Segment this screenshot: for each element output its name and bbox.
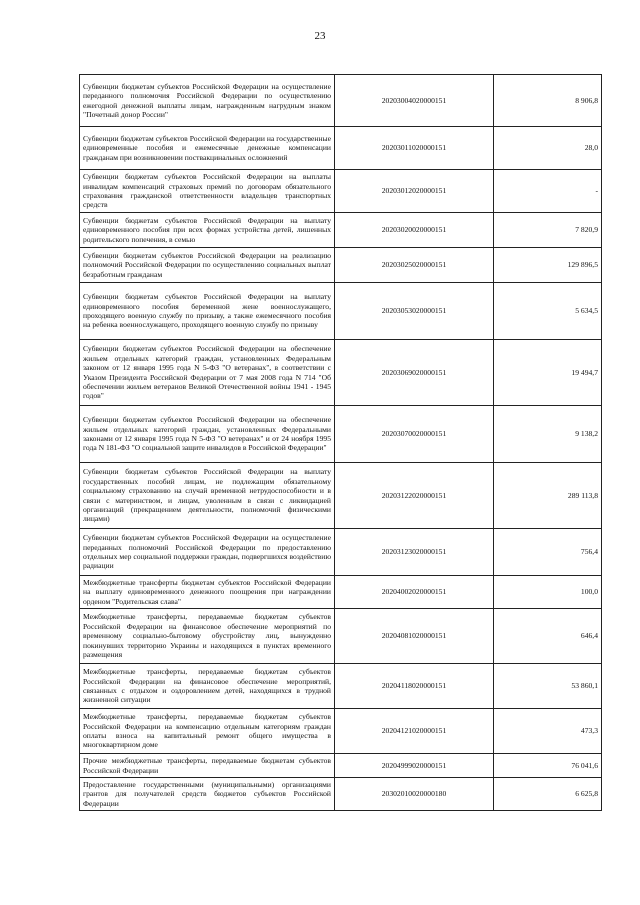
row-amount: 28,0 [494,127,602,170]
row-code: 20203053020000151 [335,283,494,340]
row-description: Межбюджетные трансферты бюджетам субъектов Российской Федерации на выплату единовременного денежного поощрения при награждении орденом "Родительская слава" [80,576,335,609]
table-row [80,576,602,609]
row-description: Субвенции бюджетам субъектов Российской Федерации на осуществление переданного полномочия Российской Федерации по осуществлению ежегодной денежной выплаты лицам, награжденным нагрудным знаком "Почетный донор России" [80,75,335,127]
row-amount: 53 860,1 [494,664,602,709]
row-amount: - [494,170,602,213]
table-row [80,170,602,213]
row-code: 20302010020000180 [335,778,494,811]
row-description: Субвенции бюджетам субъектов Российской Федерации на осуществление переданных полномочий Российской Федерации по предоставлению отдельных мер социальной поддержки граждан, подвергшихся воздействию радиации [80,529,335,576]
row-code: 20203004020000151 [335,75,494,127]
table-row [80,609,602,664]
row-code: 20204081020000151 [335,609,494,664]
row-description: Субвенции бюджетам субъектов Российской Федерации на выплату единовременного пособия при всех формах устройства детей, лишенных родительского попечения, в семью [80,213,335,248]
row-code: 20204121020000151 [335,709,494,754]
row-amount: 646,4 [494,609,602,664]
row-description: Субвенции бюджетам субъектов Российской Федерации на государственные единовременные пособия и ежемесячные денежные компенсации гражданам при возникновении поствакцинальных осложнений [80,127,335,170]
table-row [80,778,602,811]
table-row [80,754,602,778]
row-code: 20204999020000151 [335,754,494,778]
row-amount: 9 138,2 [494,406,602,463]
row-description: Межбюджетные трансферты, передаваемые бюджетам субъектов Российской Федерации на финансовое обеспечение мероприятий, связанных с отдыхом и оздоровлением детей, находящихся в трудной жизненной ситуации [80,664,335,709]
row-code: 20203011020000151 [335,127,494,170]
table-row [80,340,602,406]
row-description: Субвенции бюджетам субъектов Российской Федерации на реализацию полномочий Российской Федерации по осуществлению социальных выплат безработным гражданам [80,248,335,283]
table-row [80,248,602,283]
row-code: 20203123020000151 [335,529,494,576]
row-description: Субвенции бюджетам субъектов Российской Федерации на выплату единовременного пособия беременной жене военнослужащего, проходящего военную службу по призыву, а также ежемесячного пособия на ребенка военнослужащего, проходящего военную службу по призыву [80,283,335,340]
row-code: 20203069020000151 [335,340,494,406]
table-row [80,406,602,463]
row-code: 20203012020000151 [335,170,494,213]
row-amount: 5 634,5 [494,283,602,340]
row-description: Межбюджетные трансферты, передаваемые бюджетам субъектов Российской Федерации на компенсацию отдельным категориям граждан оплаты взноса на капитальный ремонт общего имущества в многоквартирном доме [80,709,335,754]
table-row [80,283,602,340]
table-row [80,127,602,170]
row-description: Субвенции бюджетам субъектов Российской Федерации на обеспечение жильем отдельных категорий граждан, установленных Федеральным законом от 12 января 1995 года N 5-ФЗ "О ветеранах", в соответствии с Указом Президента Российской Федерации от 7 мая 2008 года N 714 "Об обеспечении жильем ветеранов Великой Отечественной войны 1941 - 1945 годов" [80,340,335,406]
row-code: 20203070020000151 [335,406,494,463]
table-row [80,529,602,576]
table-row [80,75,602,127]
row-amount: 756,4 [494,529,602,576]
row-code: 20204002020000151 [335,576,494,609]
row-amount: 100,0 [494,576,602,609]
table-row [80,709,602,754]
row-amount: 7 820,9 [494,213,602,248]
row-code: 20203025020000151 [335,248,494,283]
row-amount: 76 041,6 [494,754,602,778]
row-amount: 129 896,5 [494,248,602,283]
row-amount: 473,3 [494,709,602,754]
budget-table [79,74,602,811]
row-description: Субвенции бюджетам субъектов Российской Федерации на обеспечение жильем отдельных категорий граждан, установленных Федеральными законами от 12 января 1995 года N 5-ФЗ "О ветеранах" и от 24 ноября 1995 года N 181-ФЗ "О социальной защите инвалидов в Российской Федерации" [80,406,335,463]
page-number: 23 [314,30,326,42]
row-code: 20204118020000151 [335,664,494,709]
row-description: Предоставление государственными (муниципальными) организациями грантов для получателей средств бюджетов субъектов Российской Федерации [80,778,335,811]
row-amount: 19 494,7 [494,340,602,406]
row-amount: 6 625,8 [494,778,602,811]
table-row [80,213,602,248]
row-description: Субвенции бюджетам субъектов Российской Федерации на выплату государственных пособий лицам, не подлежащим обязательному социальному страхованию на случай временной нетрудоспособности и в связи с материнством, и лицам, уволенным в связи с ликвидацией организаций (прекращением деятельности, полномочий физическими лицами) [80,463,335,529]
row-description: Субвенции бюджетам субъектов Российской Федерации на выплаты инвалидам компенсаций страховых премий по договорам обязательного страхования гражданской ответственности владельцев транспортных средств [80,170,335,213]
table-row [80,664,602,709]
row-code: 20203122020000151 [335,463,494,529]
row-amount: 8 906,8 [494,75,602,127]
row-description: Межбюджетные трансферты, передаваемые бюджетам субъектов Российской Федерации на финансовое обеспечение мероприятий по временному социально-бытовому обустройству лиц, вынужденно покинувших территорию Украины и находящихся в пунктах временного размещения [80,609,335,664]
row-code: 20203020020000151 [335,213,494,248]
row-description: Прочие межбюджетные трансферты, передаваемые бюджетам субъектов Российской Федерации [80,754,335,778]
row-amount: 289 113,8 [494,463,602,529]
table-row [80,463,602,529]
